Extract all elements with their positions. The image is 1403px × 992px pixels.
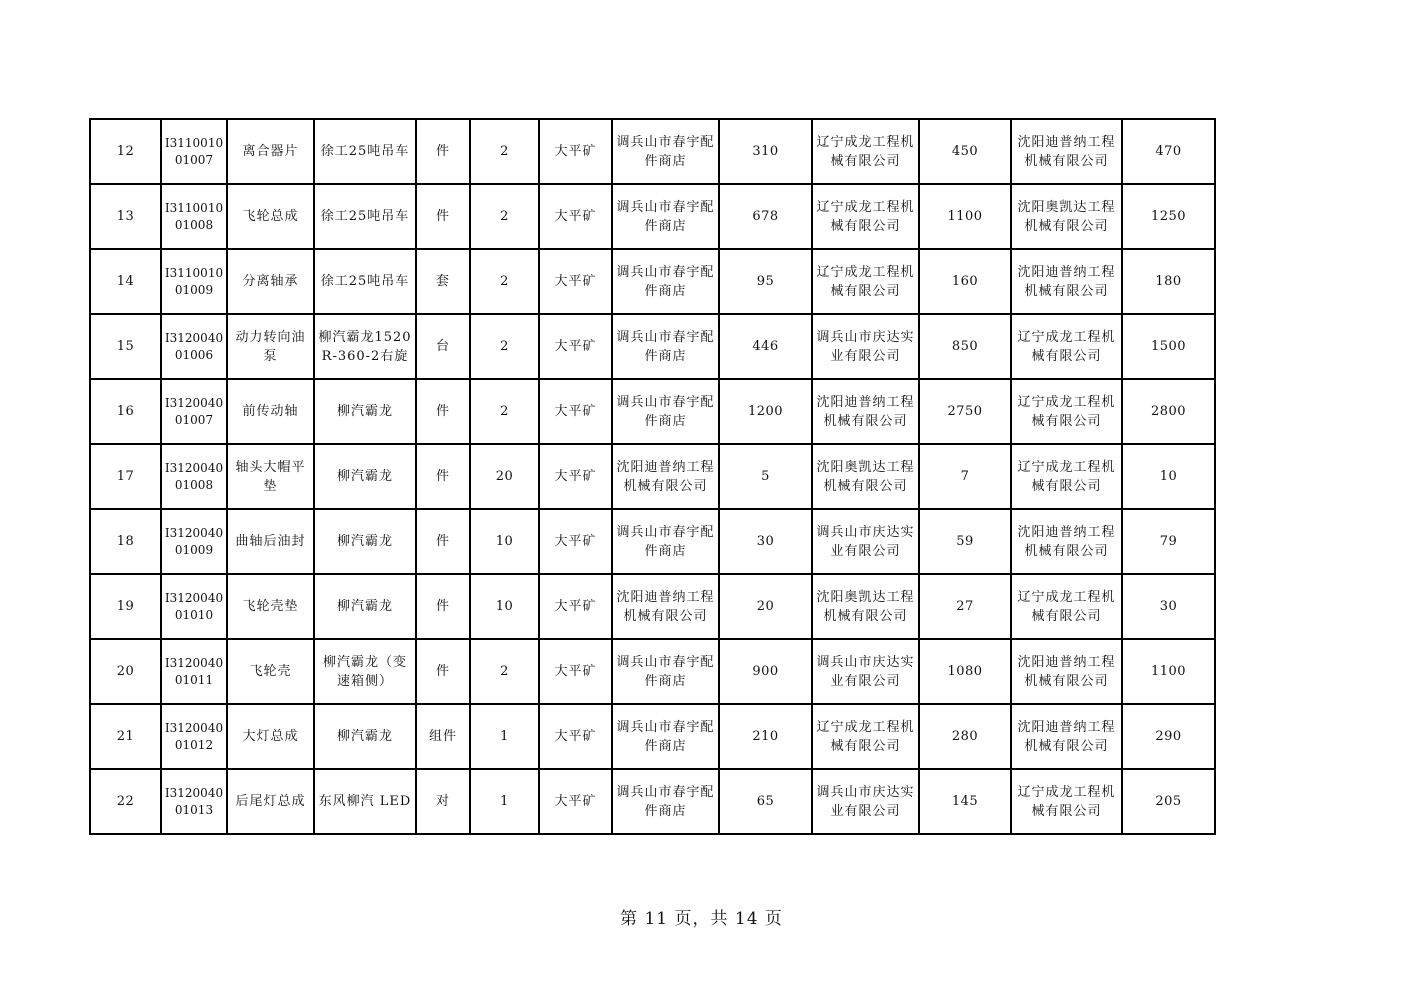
model-spec-cell: 柳汽霸龙 bbox=[314, 509, 416, 574]
supplier-1-cell: 沈阳迪普纳工程机械有限公司 bbox=[612, 444, 719, 509]
unit-cell: 件 bbox=[416, 379, 470, 444]
supplier-2-cell: 调兵山市庆达实业有限公司 bbox=[812, 769, 919, 834]
mine-site-cell: 大平矿 bbox=[539, 704, 612, 769]
price-2-cell: 160 bbox=[919, 249, 1011, 314]
page-number: 第 11 页，共 14 页 bbox=[620, 909, 783, 929]
mine-site-cell: 大平矿 bbox=[539, 444, 612, 509]
mine-site-cell: 大平矿 bbox=[539, 509, 612, 574]
mine-site-cell: 大平矿 bbox=[539, 249, 612, 314]
mine-site-cell: 大平矿 bbox=[539, 639, 612, 704]
table-row bbox=[90, 119, 1215, 184]
quantity-cell: 2 bbox=[470, 249, 539, 314]
item-name-cell: 动力转向油泵 bbox=[227, 314, 314, 379]
table-row bbox=[90, 314, 1215, 379]
supplier-3-cell: 沈阳迪普纳工程机械有限公司 bbox=[1011, 639, 1122, 704]
material-code-cell: I312004001008 bbox=[161, 444, 227, 509]
item-name-cell: 后尾灯总成 bbox=[227, 769, 314, 834]
supplier-2-cell: 沈阳奥凯达工程机械有限公司 bbox=[812, 574, 919, 639]
supplier-2-cell: 沈阳迪普纳工程机械有限公司 bbox=[812, 379, 919, 444]
quantity-cell: 1 bbox=[470, 704, 539, 769]
supplier-2-cell: 辽宁成龙工程机械有限公司 bbox=[812, 184, 919, 249]
material-code-cell: I312004001009 bbox=[161, 509, 227, 574]
material-code-cell: I312004001011 bbox=[161, 639, 227, 704]
supplier-2-cell: 辽宁成龙工程机械有限公司 bbox=[812, 119, 919, 184]
table-body bbox=[90, 119, 1215, 834]
supplier-3-cell: 辽宁成龙工程机械有限公司 bbox=[1011, 314, 1122, 379]
supplier-1-cell: 调兵山市春宇配件商店 bbox=[612, 769, 719, 834]
row-number-cell: 15 bbox=[90, 314, 161, 379]
price-1-cell: 1200 bbox=[719, 379, 812, 444]
supplier-1-cell: 沈阳迪普纳工程机械有限公司 bbox=[612, 574, 719, 639]
item-name-cell: 大灯总成 bbox=[227, 704, 314, 769]
unit-cell: 台 bbox=[416, 314, 470, 379]
price-3-cell: 205 bbox=[1122, 769, 1215, 834]
price-2-cell: 7 bbox=[919, 444, 1011, 509]
supplier-3-cell: 沈阳迪普纳工程机械有限公司 bbox=[1011, 509, 1122, 574]
material-code-cell: I311001001007 bbox=[161, 119, 227, 184]
unit-cell: 件 bbox=[416, 184, 470, 249]
supplier-2-cell: 调兵山市庆达实业有限公司 bbox=[812, 314, 919, 379]
table-row bbox=[90, 184, 1215, 249]
unit-cell: 件 bbox=[416, 574, 470, 639]
material-code-cell: I312004001013 bbox=[161, 769, 227, 834]
mine-site-cell: 大平矿 bbox=[539, 314, 612, 379]
supplier-1-cell: 调兵山市春宇配件商店 bbox=[612, 249, 719, 314]
table-row bbox=[90, 704, 1215, 769]
row-number-cell: 18 bbox=[90, 509, 161, 574]
row-number-cell: 21 bbox=[90, 704, 161, 769]
table-row bbox=[90, 769, 1215, 834]
table-row bbox=[90, 379, 1215, 444]
item-name-cell: 飞轮壳 bbox=[227, 639, 314, 704]
supplier-1-cell: 调兵山市春宇配件商店 bbox=[612, 184, 719, 249]
supplier-1-cell: 调兵山市春宇配件商店 bbox=[612, 379, 719, 444]
item-name-cell: 离合器片 bbox=[227, 119, 314, 184]
price-2-cell: 145 bbox=[919, 769, 1011, 834]
quantity-cell: 10 bbox=[470, 574, 539, 639]
price-3-cell: 470 bbox=[1122, 119, 1215, 184]
table-row bbox=[90, 444, 1215, 509]
unit-cell: 件 bbox=[416, 119, 470, 184]
model-spec-cell: 柳汽霸龙 bbox=[314, 704, 416, 769]
model-spec-cell: 柳汽霸龙 bbox=[314, 379, 416, 444]
model-spec-cell: 徐工25吨吊车 bbox=[314, 119, 416, 184]
row-number-cell: 13 bbox=[90, 184, 161, 249]
supplier-3-cell: 辽宁成龙工程机械有限公司 bbox=[1011, 574, 1122, 639]
model-spec-cell: 柳汽霸龙1520R-360-2右旋 bbox=[314, 314, 416, 379]
row-number-cell: 17 bbox=[90, 444, 161, 509]
row-number-cell: 12 bbox=[90, 119, 161, 184]
material-code-cell: I312004001012 bbox=[161, 704, 227, 769]
item-name-cell: 轴头大帽平垫 bbox=[227, 444, 314, 509]
material-code-cell: I311001001008 bbox=[161, 184, 227, 249]
unit-cell: 件 bbox=[416, 444, 470, 509]
price-2-cell: 27 bbox=[919, 574, 1011, 639]
supplier-1-cell: 调兵山市春宇配件商店 bbox=[612, 639, 719, 704]
mine-site-cell: 大平矿 bbox=[539, 379, 612, 444]
supplier-3-cell: 辽宁成龙工程机械有限公司 bbox=[1011, 444, 1122, 509]
price-1-cell: 310 bbox=[719, 119, 812, 184]
price-1-cell: 95 bbox=[719, 249, 812, 314]
price-2-cell: 1100 bbox=[919, 184, 1011, 249]
price-3-cell: 1500 bbox=[1122, 314, 1215, 379]
price-1-cell: 900 bbox=[719, 639, 812, 704]
table-row bbox=[90, 639, 1215, 704]
supplier-3-cell: 沈阳迪普纳工程机械有限公司 bbox=[1011, 119, 1122, 184]
price-2-cell: 450 bbox=[919, 119, 1011, 184]
item-name-cell: 飞轮壳垫 bbox=[227, 574, 314, 639]
price-3-cell: 10 bbox=[1122, 444, 1215, 509]
price-1-cell: 446 bbox=[719, 314, 812, 379]
item-name-cell: 分离轴承 bbox=[227, 249, 314, 314]
mine-site-cell: 大平矿 bbox=[539, 184, 612, 249]
supplier-1-cell: 调兵山市春宇配件商店 bbox=[612, 704, 719, 769]
price-3-cell: 290 bbox=[1122, 704, 1215, 769]
item-name-cell: 前传动轴 bbox=[227, 379, 314, 444]
price-2-cell: 59 bbox=[919, 509, 1011, 574]
quantity-cell: 2 bbox=[470, 119, 539, 184]
price-1-cell: 210 bbox=[719, 704, 812, 769]
material-code-cell: I311001001009 bbox=[161, 249, 227, 314]
model-spec-cell: 柳汽霸龙 bbox=[314, 444, 416, 509]
mine-site-cell: 大平矿 bbox=[539, 119, 612, 184]
price-1-cell: 20 bbox=[719, 574, 812, 639]
supplier-2-cell: 调兵山市庆达实业有限公司 bbox=[812, 509, 919, 574]
price-2-cell: 1080 bbox=[919, 639, 1011, 704]
unit-cell: 对 bbox=[416, 769, 470, 834]
model-spec-cell: 柳汽霸龙（变速箱侧） bbox=[314, 639, 416, 704]
model-spec-cell: 徐工25吨吊车 bbox=[314, 184, 416, 249]
price-3-cell: 1250 bbox=[1122, 184, 1215, 249]
model-spec-cell: 徐工25吨吊车 bbox=[314, 249, 416, 314]
row-number-cell: 20 bbox=[90, 639, 161, 704]
supplier-3-cell: 沈阳奥凯达工程机械有限公司 bbox=[1011, 184, 1122, 249]
quantity-cell: 2 bbox=[470, 639, 539, 704]
material-code-cell: I312004001006 bbox=[161, 314, 227, 379]
supplier-3-cell: 沈阳迪普纳工程机械有限公司 bbox=[1011, 249, 1122, 314]
row-number-cell: 16 bbox=[90, 379, 161, 444]
quantity-cell: 2 bbox=[470, 314, 539, 379]
price-3-cell: 2800 bbox=[1122, 379, 1215, 444]
table-row bbox=[90, 249, 1215, 314]
quantity-cell: 1 bbox=[470, 769, 539, 834]
unit-cell: 套 bbox=[416, 249, 470, 314]
supplier-1-cell: 调兵山市春宇配件商店 bbox=[612, 119, 719, 184]
supplier-1-cell: 调兵山市春宇配件商店 bbox=[612, 509, 719, 574]
material-code-cell: I312004001010 bbox=[161, 574, 227, 639]
supplier-3-cell: 沈阳迪普纳工程机械有限公司 bbox=[1011, 704, 1122, 769]
supplier-2-cell: 辽宁成龙工程机械有限公司 bbox=[812, 249, 919, 314]
supplier-1-cell: 调兵山市春宇配件商店 bbox=[612, 314, 719, 379]
unit-cell: 件 bbox=[416, 509, 470, 574]
price-3-cell: 79 bbox=[1122, 509, 1215, 574]
material-code-cell: I312004001007 bbox=[161, 379, 227, 444]
item-name-cell: 飞轮总成 bbox=[227, 184, 314, 249]
quantity-cell: 20 bbox=[470, 444, 539, 509]
price-3-cell: 30 bbox=[1122, 574, 1215, 639]
price-1-cell: 678 bbox=[719, 184, 812, 249]
item-name-cell: 曲轴后油封 bbox=[227, 509, 314, 574]
table-row bbox=[90, 509, 1215, 574]
unit-cell: 件 bbox=[416, 639, 470, 704]
row-number-cell: 19 bbox=[90, 574, 161, 639]
supplier-2-cell: 调兵山市庆达实业有限公司 bbox=[812, 639, 919, 704]
supplier-2-cell: 辽宁成龙工程机械有限公司 bbox=[812, 704, 919, 769]
price-1-cell: 65 bbox=[719, 769, 812, 834]
quotation-table bbox=[89, 118, 1216, 835]
price-2-cell: 850 bbox=[919, 314, 1011, 379]
unit-cell: 组件 bbox=[416, 704, 470, 769]
quantity-cell: 2 bbox=[470, 184, 539, 249]
price-3-cell: 180 bbox=[1122, 249, 1215, 314]
price-2-cell: 280 bbox=[919, 704, 1011, 769]
supplier-2-cell: 沈阳奥凯达工程机械有限公司 bbox=[812, 444, 919, 509]
mine-site-cell: 大平矿 bbox=[539, 769, 612, 834]
row-number-cell: 14 bbox=[90, 249, 161, 314]
quantity-cell: 10 bbox=[470, 509, 539, 574]
supplier-3-cell: 辽宁成龙工程机械有限公司 bbox=[1011, 769, 1122, 834]
price-2-cell: 2750 bbox=[919, 379, 1011, 444]
model-spec-cell: 东风柳汽 LED bbox=[314, 769, 416, 834]
price-3-cell: 1100 bbox=[1122, 639, 1215, 704]
mine-site-cell: 大平矿 bbox=[539, 574, 612, 639]
price-1-cell: 5 bbox=[719, 444, 812, 509]
supplier-3-cell: 辽宁成龙工程机械有限公司 bbox=[1011, 379, 1122, 444]
row-number-cell: 22 bbox=[90, 769, 161, 834]
model-spec-cell: 柳汽霸龙 bbox=[314, 574, 416, 639]
price-1-cell: 30 bbox=[719, 509, 812, 574]
quantity-cell: 2 bbox=[470, 379, 539, 444]
table-row bbox=[90, 574, 1215, 639]
